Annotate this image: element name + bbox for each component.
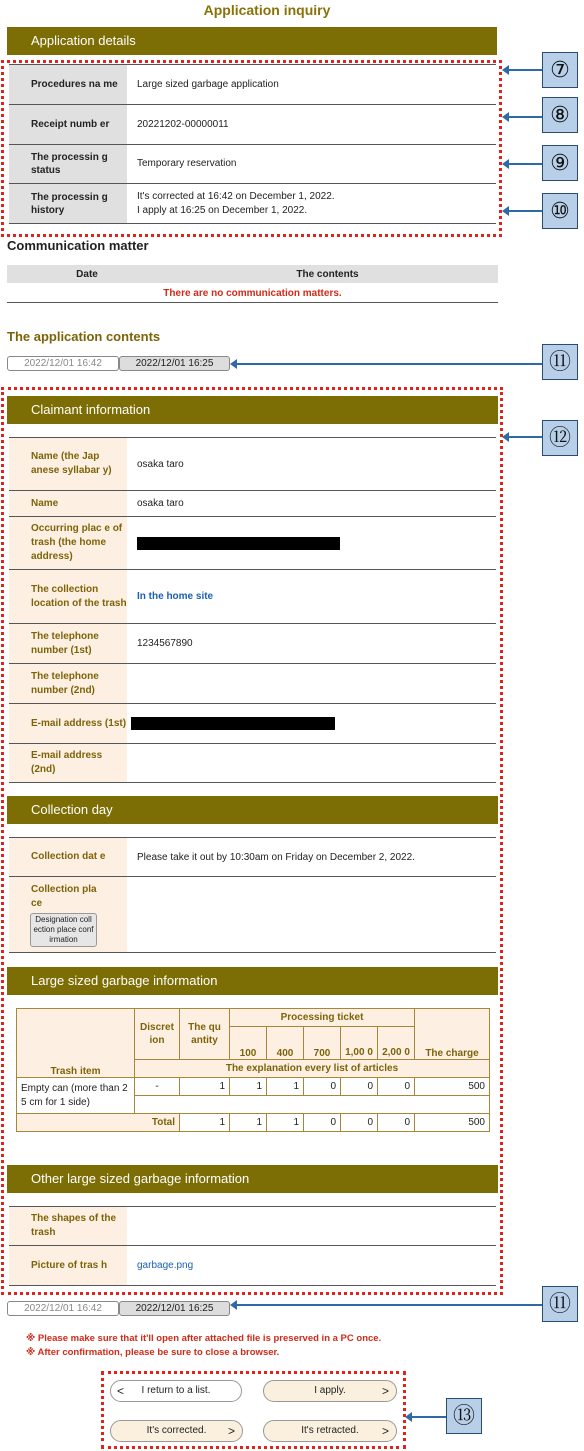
return-button-label: I return to a list.: [141, 1385, 211, 1396]
claimant-row: [9, 704, 496, 744]
communication-heading: Communication matter: [7, 238, 149, 253]
version-tab-active[interactable]: 2022/12/01 16:25: [119, 356, 230, 371]
communication-table-header: [7, 265, 498, 283]
page-title: Application inquiry: [203, 2, 331, 18]
picture-link[interactable]: garbage.png: [137, 1260, 194, 1271]
claimant-row: [9, 491, 496, 517]
total-t1000: 0: [341, 1114, 378, 1132]
chevron-right-icon: >: [227, 1424, 235, 1438]
claimant-value: In the home site: [137, 591, 214, 602]
ticket-1000: 1,00 0: [341, 1027, 378, 1060]
collection-row: [9, 837, 496, 877]
retract-button-label: It's retracted.: [301, 1425, 359, 1436]
total-t2000: 0: [378, 1114, 415, 1132]
claimant-label: Name: [9, 491, 127, 516]
shape-label: The shapes of the trash: [9, 1207, 127, 1245]
chevron-left-icon: <: [117, 1384, 125, 1398]
item-discretion: -: [135, 1078, 180, 1096]
apply-button-label: I apply.: [314, 1385, 346, 1396]
detail-label: The processin g status: [9, 145, 127, 183]
total-label: Total: [17, 1114, 180, 1132]
item-t1000: 0: [341, 1078, 378, 1096]
callout-12: ⑫: [542, 420, 578, 456]
detail-row-procedure: [9, 64, 496, 105]
total-charge: 500: [415, 1114, 490, 1132]
claimant-label: The telephone number (1st): [9, 624, 127, 663]
col-trash-item: Trash item: [17, 1009, 135, 1078]
detail-label: The processin g history: [9, 184, 127, 223]
callout-arrow: [508, 69, 542, 71]
claimant-header: Claimant information: [7, 396, 498, 424]
claimant-row: [9, 570, 496, 624]
garbage-header: Large sized garbage information: [7, 967, 498, 995]
retract-button[interactable]: [263, 1420, 397, 1442]
return-to-list-button[interactable]: [110, 1380, 242, 1402]
claimant-label: The collection location of the trash: [9, 570, 127, 623]
claimant-value: [127, 704, 496, 743]
claimant-value: [127, 744, 496, 782]
detail-row-status: [9, 145, 496, 184]
version-tab[interactable]: 2022/12/01 16:42: [7, 356, 119, 371]
item-t2000: 0: [378, 1078, 415, 1096]
col-processing-ticket: Processing ticket: [230, 1009, 415, 1027]
history-line: It's corrected at 16:42 on December 1, 2022.: [137, 190, 335, 202]
garbage-table: [16, 1008, 490, 1132]
claimant-value: [127, 664, 496, 703]
claimant-label: E-mail address (1st): [9, 704, 127, 743]
callout-arrow: [508, 163, 542, 165]
claimant-label: The telephone number (2nd): [9, 664, 127, 703]
detail-value: Large sized garbage application: [137, 78, 279, 90]
claimant-label: E-mail address (2nd): [9, 744, 127, 782]
callout-7: ⑦: [542, 52, 578, 88]
claimant-row: [9, 437, 496, 491]
total-t700: 0: [304, 1114, 341, 1132]
callout-arrow: [508, 436, 542, 438]
callout-9: ⑨: [542, 145, 578, 181]
collection-place-label-cell: [9, 877, 127, 952]
item-quantity: 1: [180, 1078, 230, 1096]
callout-8: ⑧: [542, 97, 578, 133]
callout-10: ⑩: [542, 193, 578, 229]
note-line: ※ Please make sure that it'll open after attached file is preserved in a PC once.: [26, 1333, 382, 1344]
ticket-400: 400: [267, 1027, 304, 1060]
collection-date-label: Collection dat e: [9, 838, 127, 876]
col-discretion: Discret ion: [135, 1009, 180, 1060]
item-t100: 1: [230, 1078, 267, 1096]
claimant-label: Name (the Jap anese syllabar y): [9, 438, 127, 490]
collection-place-label: Collection pla ce: [31, 883, 97, 909]
total-t100: 1: [230, 1114, 267, 1132]
callout-11: ⑪: [542, 344, 578, 380]
item-t700: 0: [304, 1078, 341, 1096]
other-row: [9, 1246, 496, 1286]
details-header: Application details: [7, 27, 497, 55]
claimant-label: Occurring plac e of trash (the home address): [9, 517, 127, 569]
place-confirmation-button[interactable]: Designation coll ection place conf irmation: [30, 913, 97, 947]
claimant-value: 1234567890: [137, 638, 193, 649]
callout-arrow: [236, 363, 542, 365]
col-date: Date: [76, 268, 98, 280]
claimant-row: [9, 517, 496, 570]
other-row: [9, 1206, 496, 1246]
claimant-value: [127, 517, 496, 569]
claimant-row: [9, 624, 496, 664]
ticket-2000: 2,00 0: [378, 1027, 415, 1060]
detail-value: [127, 184, 496, 223]
history-line: I apply at 16:25 on December 1, 2022.: [137, 204, 308, 216]
callout-13: ⑬: [446, 1398, 482, 1434]
shape-value: [127, 1207, 496, 1245]
correct-button-label: It's corrected.: [146, 1425, 207, 1436]
item-name: Empty can (more than 2 5 cm for 1 side): [17, 1078, 135, 1114]
app-contents-heading: The application contents: [7, 329, 161, 344]
detail-label: Receipt numb er: [9, 105, 127, 144]
claimant-value: osaka taro: [137, 458, 184, 470]
claimant-row: [9, 744, 496, 783]
callout-arrow: [508, 116, 542, 118]
total-t400: 1: [267, 1114, 304, 1132]
detail-row-history: [9, 184, 496, 224]
other-header: Other large sized garbage information: [7, 1165, 498, 1193]
callout-arrow: [508, 210, 542, 212]
item-explanation: [135, 1096, 490, 1114]
ticket-100: 100: [230, 1027, 267, 1060]
callout-11-bottom: ⑪: [542, 1286, 578, 1322]
detail-value: 20221202-00000011: [137, 118, 229, 130]
collection-place-value: [127, 877, 496, 952]
col-quantity: The qu antity: [180, 1009, 230, 1060]
callout-arrow: [411, 1416, 446, 1418]
note-line: ※ After confirmation, please be sure to close a browser.: [26, 1347, 280, 1358]
collection-date-value: Please take it out by 10:30am on Friday on December 2, 2022.: [137, 851, 415, 863]
ticket-700: 700: [304, 1027, 341, 1060]
item-t400: 1: [267, 1078, 304, 1096]
version-tab[interactable]: 2022/12/01 16:42: [7, 1301, 119, 1316]
redacted-address: [137, 537, 340, 550]
chevron-right-icon: >: [381, 1384, 389, 1398]
total-quantity: 1: [180, 1114, 230, 1132]
claimant-value: osaka taro: [137, 498, 184, 509]
chevron-right-icon: >: [381, 1424, 389, 1438]
collection-header: Collection day: [7, 796, 498, 824]
item-charge: 500: [415, 1078, 490, 1096]
apply-button[interactable]: [263, 1380, 397, 1402]
col-charge: The charge: [415, 1009, 490, 1060]
empty-communication-message: There are no communication matters.: [7, 285, 498, 303]
callout-arrow: [236, 1304, 542, 1306]
explanation-row: The explanation every list of articles: [135, 1060, 490, 1078]
col-contents: The contents: [296, 268, 359, 280]
correct-button[interactable]: [110, 1420, 243, 1442]
detail-label: Procedures na me: [9, 65, 127, 104]
picture-label: Picture of tras h: [9, 1246, 127, 1285]
version-tab-active[interactable]: 2022/12/01 16:25: [119, 1301, 230, 1316]
detail-value: Temporary reservation: [137, 158, 237, 169]
detail-row-receipt: [9, 105, 496, 145]
claimant-row: [9, 664, 496, 704]
redacted-email: [131, 717, 335, 730]
collection-row: [9, 877, 496, 953]
